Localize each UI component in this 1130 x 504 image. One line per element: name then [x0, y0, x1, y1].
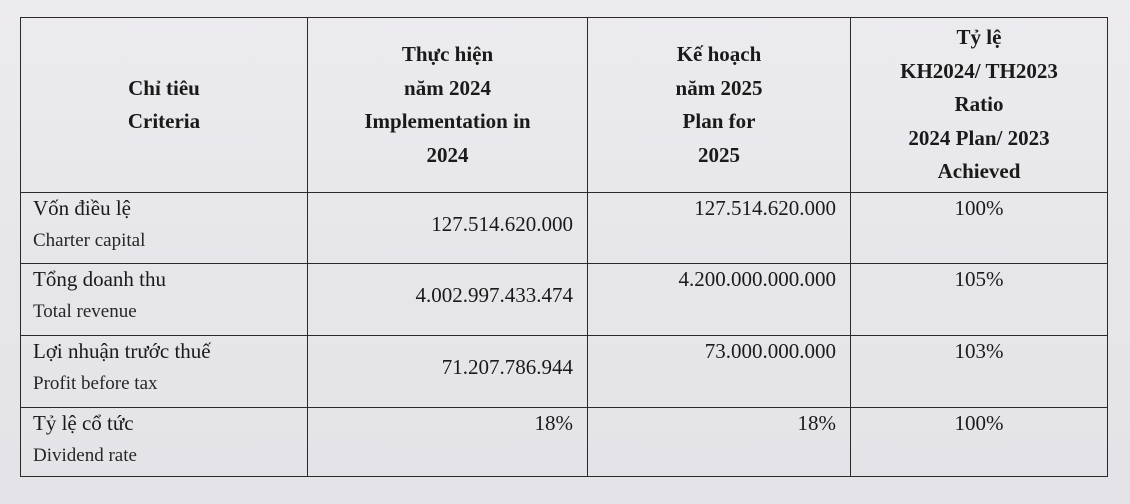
criteria-vi: Tỷ lệ cổ tức: [33, 411, 134, 435]
header-implementation-line-2: năm 2024: [404, 75, 491, 100]
ratio-cell: 100%: [851, 408, 1108, 477]
header-ratio-line-4: 2024 Plan/ 2023: [908, 125, 1050, 150]
header-plan: [588, 18, 851, 193]
header-implementation-line-4: 2024: [426, 142, 469, 167]
header-ratio-line-3: Ratio: [954, 92, 1004, 117]
plan-2025-cell: 73.000.000.000: [588, 336, 851, 408]
table-row: [21, 336, 1108, 408]
criteria-en: Total revenue: [33, 301, 137, 322]
header-criteria-en: Criteria: [127, 109, 201, 133]
criteria-cell: [21, 336, 308, 408]
criteria-vi: Tổng doanh thu: [33, 267, 166, 291]
ratio-cell: 105%: [851, 264, 1108, 336]
criteria-en: Dividend rate: [33, 445, 137, 466]
table-header-row: [21, 18, 1108, 193]
ratio-cell: 100%: [851, 193, 1108, 264]
header-plan-line-3: Plan for: [682, 109, 756, 133]
header-plan-line-1: Kế hoạch: [676, 42, 762, 66]
ratio-cell: 103%: [851, 336, 1108, 408]
table-row: [21, 408, 1108, 477]
criteria-en: Charter capital: [33, 230, 146, 251]
criteria-cell: [21, 193, 308, 264]
header-ratio: [851, 18, 1108, 193]
header-plan-line-4: 2025: [698, 142, 740, 167]
header-ratio-line-2: KH2024/ TH2023: [900, 58, 1058, 83]
implementation-2024-cell: 127.514.620.000: [308, 193, 588, 264]
implementation-2024-cell: 4.002.997.433.474: [308, 264, 588, 336]
header-criteria-vi: Chỉ tiêu: [128, 75, 200, 100]
table-row: [21, 264, 1108, 336]
criteria-cell: [21, 408, 308, 477]
table-row: [21, 193, 1108, 264]
header-ratio-line-5: Achieved: [937, 159, 1021, 184]
plan-2025-cell: 18%: [588, 408, 851, 477]
header-criteria: [21, 18, 308, 193]
implementation-2024-cell: 18%: [308, 408, 588, 477]
plan-2025-cell: 4.200.000.000.000: [588, 264, 851, 336]
criteria-vi: Vốn điều lệ: [33, 196, 131, 220]
criteria-vi: Lợi nhuận trước thuế: [33, 339, 211, 363]
implementation-2024-cell: 71.207.786.944: [308, 336, 588, 408]
criteria-en: Profit before tax: [33, 373, 158, 394]
header-plan-line-2: năm 2025: [675, 75, 763, 100]
plan-2025-cell: 127.514.620.000: [588, 193, 851, 264]
header-implementation: [308, 18, 588, 193]
business-plan-table: [20, 17, 1108, 477]
header-ratio-line-1: Tỷ lệ: [956, 25, 1002, 50]
header-implementation-line-3: Implementation in: [364, 109, 531, 133]
criteria-cell: [21, 264, 308, 336]
header-implementation-line-1: Thực hiện: [401, 42, 494, 66]
